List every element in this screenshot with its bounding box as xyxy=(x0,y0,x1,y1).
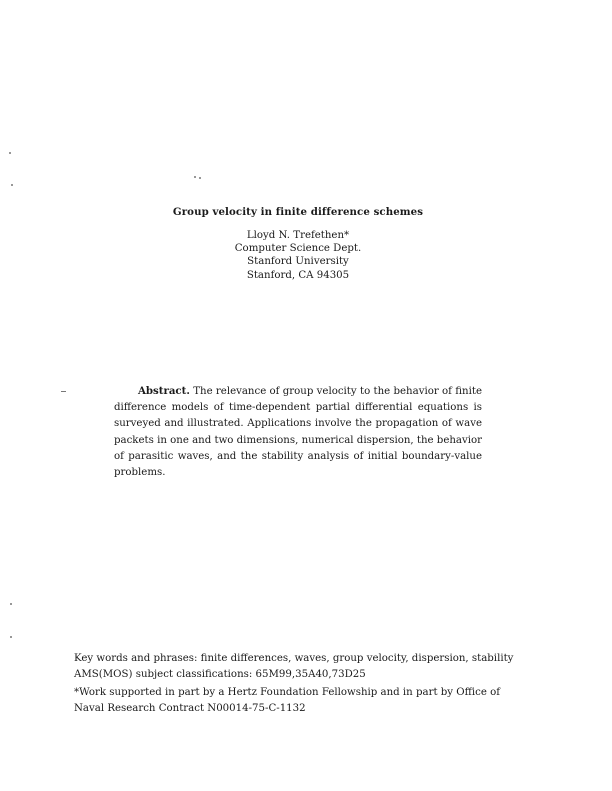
abstract-text: The relevance of group velocity to the behavior of finite difference models of time-dependent partial differential equations is surveyed and illustrated. Applications involve the propagation of wave packets in one and two dimensions, numerical dispersion, the behavior of parasitic waves, and the stability analysis of initial boundary-value problems. xyxy=(114,386,483,479)
classification-line: AMS(MOS) subject classifications: 65M99,35A40,73D25 xyxy=(74,669,366,680)
footnote-line-1: *Work supported in part by a Hertz Foundation Fellowship and in part by Office of xyxy=(74,687,501,698)
scan-speck xyxy=(194,176,196,178)
abstract xyxy=(114,383,482,481)
scan-speck xyxy=(61,391,66,392)
paper-title: Group velocity in finite difference schemes xyxy=(172,206,424,218)
abstract-label: Abstract. xyxy=(138,385,190,397)
author-name: Lloyd N. Trefethen* xyxy=(246,230,350,241)
footer-notes xyxy=(74,651,514,717)
author-department: Computer Science Dept. xyxy=(234,243,362,255)
scan-speck xyxy=(11,184,13,186)
author-address: Stanford, CA 94305 xyxy=(246,269,350,281)
footnote-line-2: Naval Research Contract N00014-75-C-1132 xyxy=(74,703,306,714)
scan-speck xyxy=(199,177,201,179)
keywords-line: Key words and phrases: finite differences, waves, group velocity, dispersion, stability xyxy=(74,653,514,664)
author-block xyxy=(0,229,604,282)
scan-speck xyxy=(10,603,12,605)
author-institution: Stanford University xyxy=(247,256,349,268)
scan-speck xyxy=(9,152,11,154)
scan-speck xyxy=(10,636,12,638)
